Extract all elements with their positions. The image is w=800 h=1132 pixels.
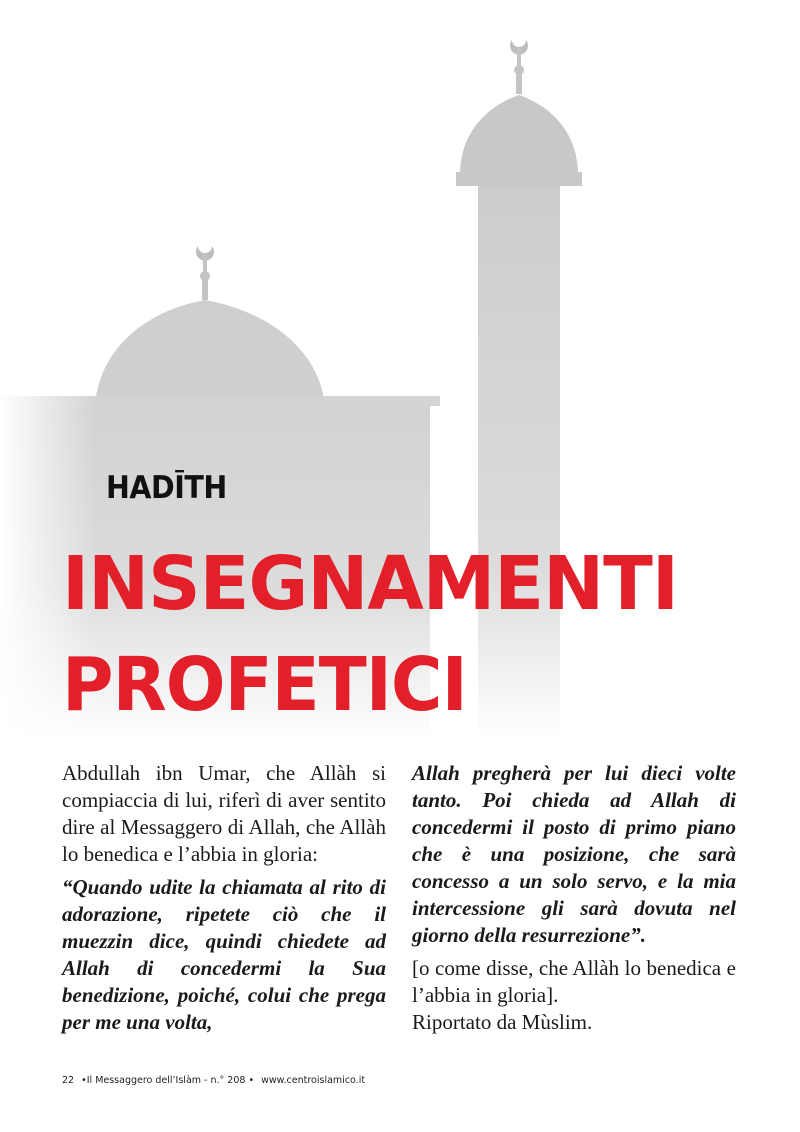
hadith-quote-part2: Allah pregherà per lui dieci volte tanto. Poi chieda ad Allah di concedermi il posto di primo piano che è una posizione, che sarà concesso a un solo servo, e la mia intercessione gli sarà dovuta nel giorno della resurrezione”.: [412, 761, 736, 947]
source-reference: Riportato da Mùslim.: [412, 1010, 593, 1034]
website-link[interactable]: www.centroislamico.it: [261, 1075, 366, 1086]
intro-paragraph: Abdullah ibn Umar, che Allàh si compiaccia di lui, riferì di aver sentito dire al Messaggero di Allah, che Allàh lo benedica e l’abbia in gloria:: [62, 761, 386, 866]
article-column-left: [62, 760, 386, 1036]
page-title-line2: PROFETICI: [62, 642, 467, 728]
page-number: 22: [62, 1075, 75, 1086]
magazine-name: •Il Messaggero dell’Islàm - n.° 208 •: [81, 1075, 255, 1086]
page-title-line1: INSEGNAMENTI: [62, 541, 679, 627]
hadith-quote-part1: “Quando udite la chiamata al rito di adorazione, ripetete ciò che il muezzin dice, quindi chiedete ad Allah di concedermi la Sua benedizione, poiché, colui che prega per me una volta,: [62, 875, 386, 1034]
section-label: HADĪTH: [106, 470, 227, 506]
article-column-right: [412, 760, 736, 1036]
attribution-note: [o come disse, che Allàh lo benedica e l’abbia in gloria].: [412, 956, 736, 1007]
page-footer: [62, 1075, 369, 1086]
